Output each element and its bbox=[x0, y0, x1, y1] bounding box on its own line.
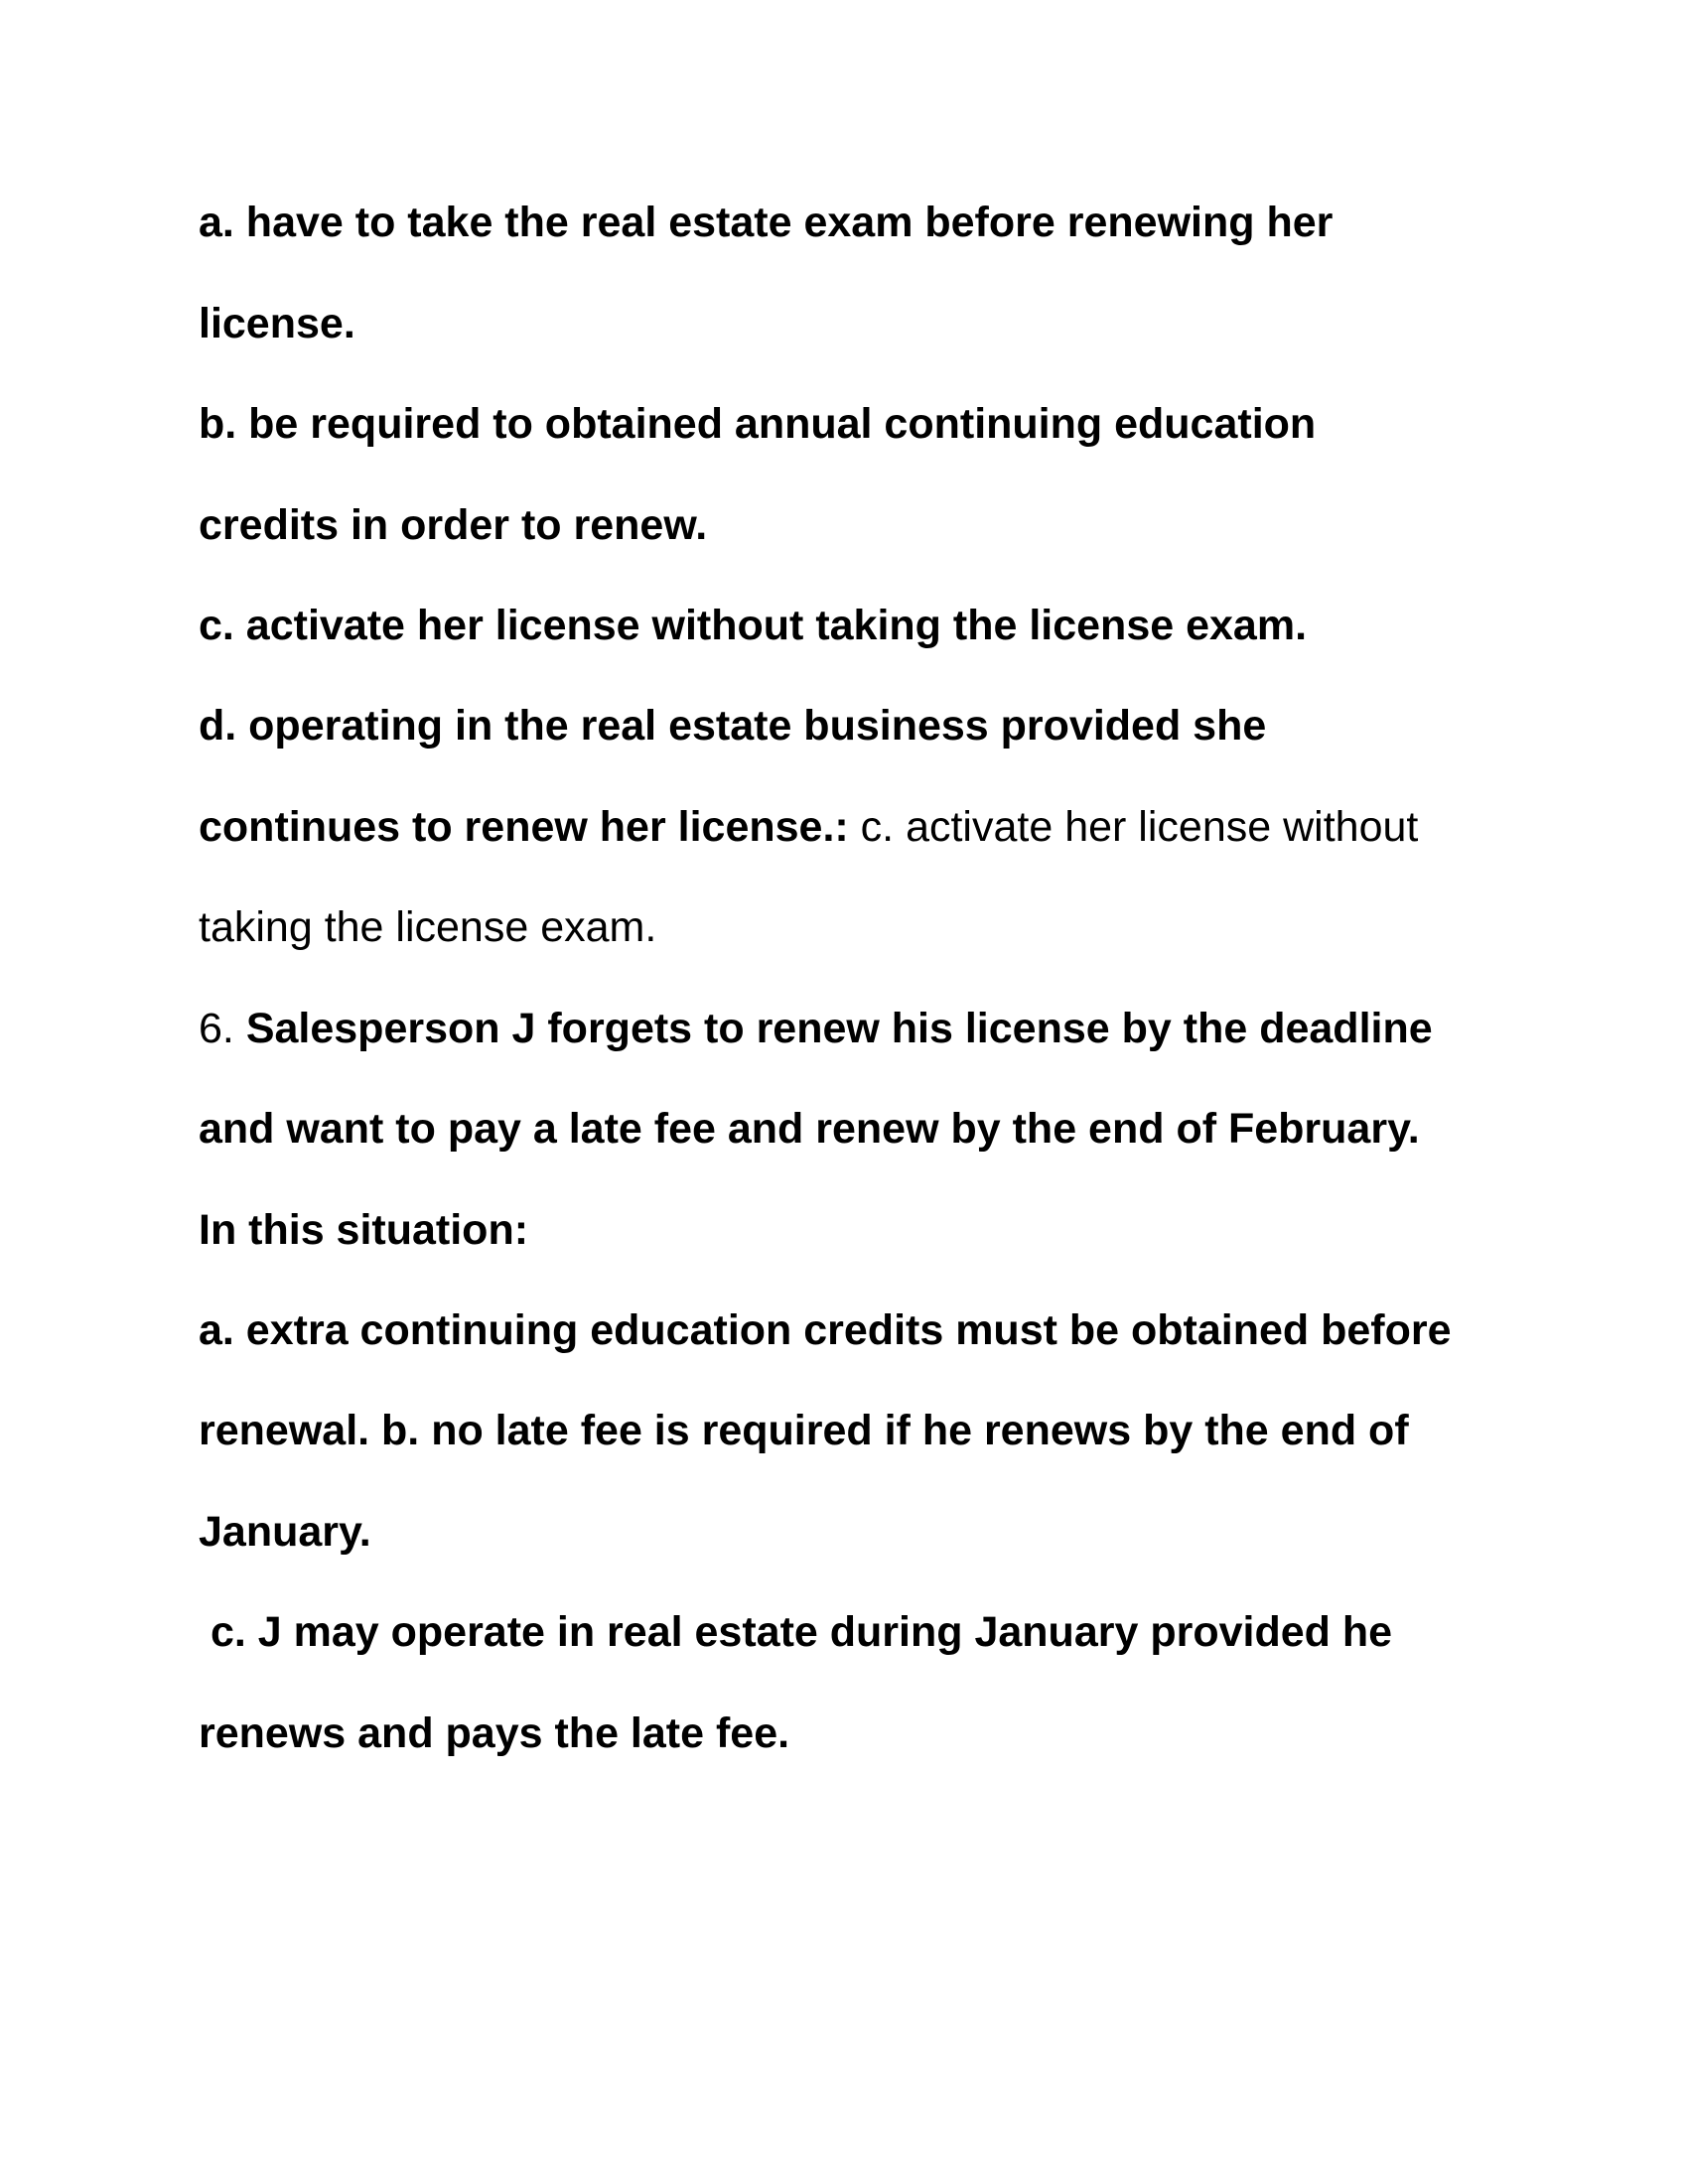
question-6-text-continued: and want to pay a late fee and renew by the end of February. bbox=[199, 1105, 1420, 1153]
option-a-text-continued: license. bbox=[199, 300, 355, 347]
text-line bbox=[199, 1204, 1509, 1256]
option-b-text: b. be required to obtained annual continuing education bbox=[199, 400, 1317, 448]
q6-option-c-text-continued: renews and pays the late fee. bbox=[199, 1709, 790, 1757]
text-line bbox=[199, 197, 1509, 248]
text-line bbox=[199, 1405, 1509, 1456]
option-b-text-continued: credits in order to renew. bbox=[199, 501, 708, 549]
text-line bbox=[199, 1304, 1509, 1356]
text-line bbox=[199, 901, 1509, 953]
option-d-text-continued: continues to renew her license.: bbox=[199, 803, 849, 851]
question-number: 6. bbox=[199, 1005, 246, 1052]
answer-text-continued: taking the license exam. bbox=[199, 903, 657, 951]
q6-option-b-text-continued: January. bbox=[199, 1508, 371, 1556]
text-line bbox=[199, 700, 1509, 751]
question-6-prompt: In this situation: bbox=[199, 1206, 529, 1254]
text-line bbox=[199, 801, 1509, 853]
text-line bbox=[199, 1003, 1509, 1054]
text-line bbox=[199, 1103, 1509, 1155]
option-c-text: c. activate her license without taking the license exam. bbox=[199, 602, 1308, 649]
answer-text: c. activate her license without bbox=[848, 803, 1419, 851]
text-line bbox=[199, 1707, 1509, 1759]
text-line bbox=[199, 1606, 1509, 1658]
text-line bbox=[199, 600, 1509, 651]
text-line bbox=[199, 1506, 1509, 1558]
q6-option-c-text: c. J may operate in real estate during January provided he bbox=[199, 1608, 1393, 1656]
text-line bbox=[199, 298, 1509, 349]
option-d-text: d. operating in the real estate business provided she bbox=[199, 702, 1267, 750]
q6-option-b-text: renewal. b. no late fee is required if he renews by the end of bbox=[199, 1407, 1409, 1454]
question-6-text: Salesperson J forgets to renew his license by the deadline bbox=[245, 1005, 1433, 1052]
text-line bbox=[199, 499, 1509, 551]
text-line bbox=[199, 398, 1509, 450]
option-a-text: a. have to take the real estate exam before renewing her bbox=[199, 199, 1334, 246]
q6-option-a-text: a. extra continuing education credits must be obtained before bbox=[199, 1306, 1452, 1354]
